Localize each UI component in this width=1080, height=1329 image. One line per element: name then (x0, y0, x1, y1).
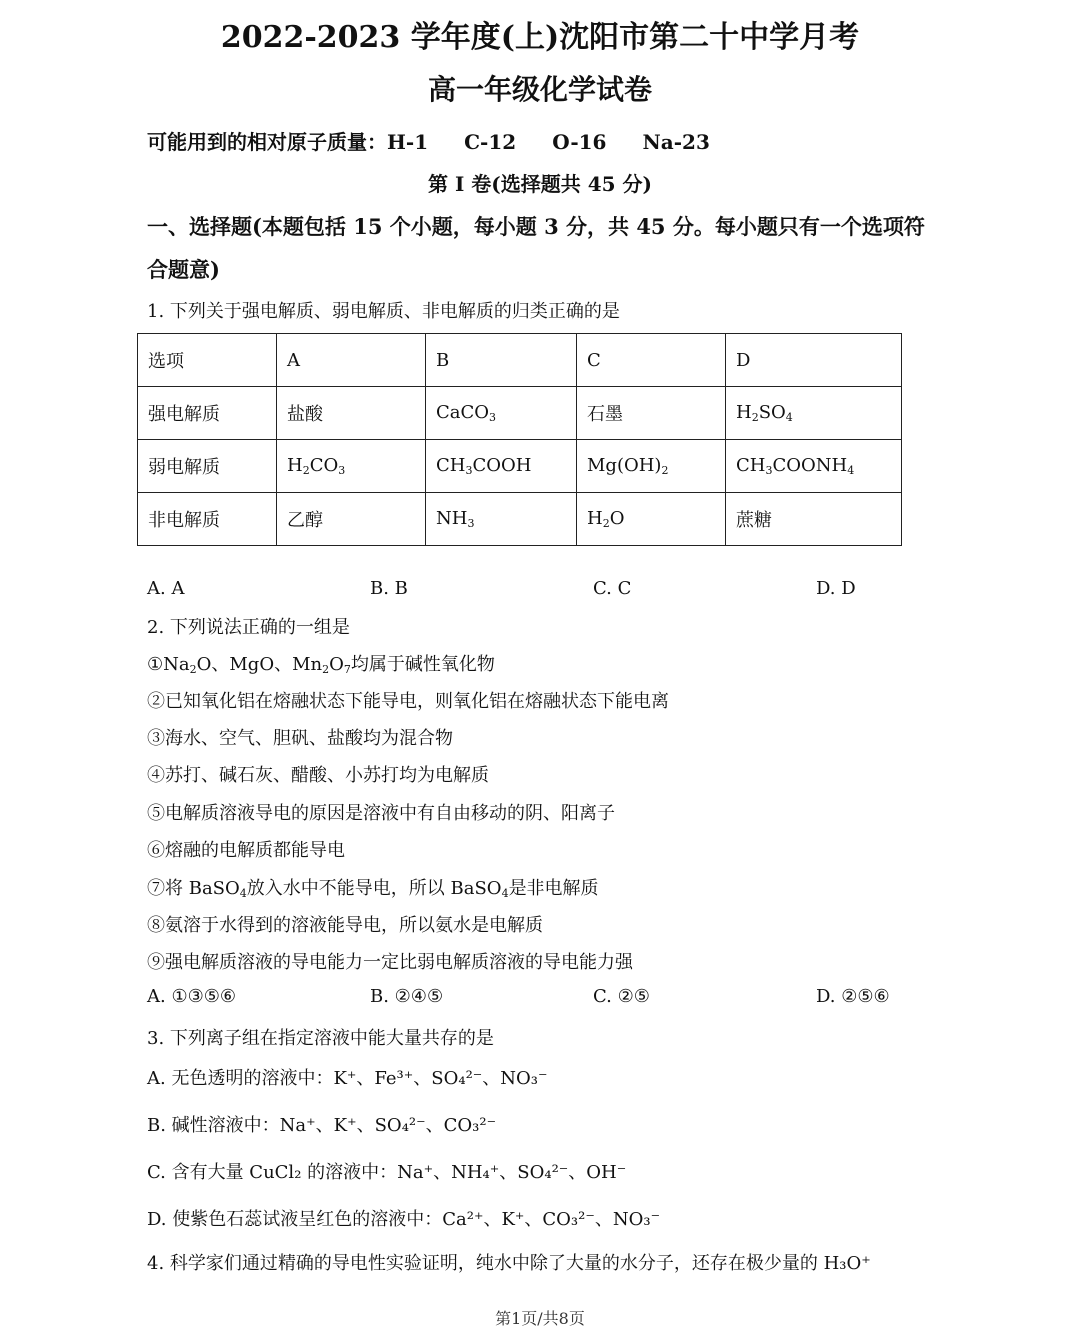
table-cell: A (277, 334, 426, 387)
question-1-stem: 1. 下列关于强电解质、弱电解质、非电解质的归类正确的是 (147, 301, 620, 322)
q3-option-d: D. 使紫色石蕊试液呈红色的溶液中：Ca²⁺、K⁺、CO₃²⁻、NO₃⁻ (147, 1209, 661, 1230)
table-cell: 石墨 (577, 387, 726, 440)
table-cell: $H_2O$ (577, 493, 726, 546)
question-2-stem: 2. 下列说法正确的一组是 (147, 617, 350, 638)
atomic-masses (147, 126, 746, 155)
table-cell: 盐酸 (277, 387, 426, 440)
q2-statement: ⑥熔融的电解质都能导电 (147, 840, 345, 861)
table-row (138, 440, 902, 493)
q2-statement: $①Na_2O$、MgO、$Mn_2O_7$均属于碱性氧化物 (147, 654, 495, 676)
part-heading: 第 I 卷(选择题共 45 分) (428, 172, 652, 196)
table-row (138, 387, 902, 440)
table-row (138, 493, 902, 546)
q2-statement: ⑧氨溶于水得到的溶液能导电，所以氨水是电解质 (147, 915, 543, 936)
atomic-mass-item: O-16 (552, 130, 607, 154)
table-cell: $CH_3COOH$ (426, 440, 577, 493)
q2-option-b: B. ②④⑤ (370, 986, 444, 1007)
table-cell: 弱电解质 (138, 440, 277, 493)
q1-option-d: D. D (816, 578, 856, 599)
classification-table (137, 333, 902, 546)
q1-option-a: A. A (147, 578, 185, 599)
table-cell: C (577, 334, 726, 387)
table-cell: 蔗糖 (726, 493, 902, 546)
q2-statement: ④苏打、碱石灰、醋酸、小苏打均为电解质 (147, 765, 489, 786)
table-cell: 选项 (138, 334, 277, 387)
q1-option-c: C. C (593, 578, 632, 599)
section-heading-cont: 合题意) (147, 257, 220, 282)
table-cell: 乙醇 (277, 493, 426, 546)
q2-statement: ②已知氧化铝在熔融状态下能导电，则氧化铝在熔融状态下能电离 (147, 691, 669, 712)
question-3-stem: 3. 下列离子组在指定溶液中能大量共存的是 (147, 1028, 494, 1049)
q1-option-b: B. B (370, 578, 408, 599)
table-cell: 强电解质 (138, 387, 277, 440)
atomic-mass-item: Na-23 (642, 130, 710, 154)
table-cell: $H_2SO_4$ (726, 387, 902, 440)
table-cell: B (426, 334, 577, 387)
table-cell: $CH_3COONH_4$ (726, 440, 902, 493)
table-header-row (138, 334, 902, 387)
q2-option-a: A. ①③⑤⑥ (147, 986, 236, 1007)
table-cell: $NH_3$ (426, 493, 577, 546)
atomic-mass-item: H-1 (387, 130, 429, 154)
q3-option-a: A. 无色透明的溶液中：K⁺、Fe³⁺、SO₄²⁻、NO₃⁻ (147, 1068, 548, 1089)
table-cell: $Mg(OH)_2$ (577, 440, 726, 493)
q2-option-c: C. ②⑤ (593, 986, 650, 1007)
q3-option-c: C. 含有大量 CuCl₂ 的溶液中：Na⁺、NH₄⁺、SO₄²⁻、OH⁻ (147, 1162, 627, 1183)
q2-statement: ⑦将 BaSO$_4$放入水中不能导电，所以 BaSO$_4$是非电解质 (147, 878, 599, 900)
table-cell: D (726, 334, 902, 387)
q3-option-b: B. 碱性溶液中：Na⁺、K⁺、SO₄²⁻、CO₃²⁻ (147, 1115, 497, 1136)
exam-title: 2022-2023 学年度(上)沈阳市第二十中学月考 (220, 20, 860, 55)
q2-statement: ⑤电解质溶液导电的原因是溶液中有自由移动的阴、阳离子 (147, 803, 615, 824)
q2-statement: ③海水、空气、胆矾、盐酸均为混合物 (147, 728, 453, 749)
page-footer: 第1页/共8页 (495, 1309, 585, 1328)
atomic-masses-label: 可能用到的相对原子质量： (147, 130, 387, 154)
table-cell: 非电解质 (138, 493, 277, 546)
q2-option-d: D. ②⑤⑥ (816, 986, 890, 1007)
table-cell: CaCO$_3$ (426, 387, 577, 440)
section-heading: 一、选择题(本题包括 15 个小题，每小题 3 分，共 45 分。每小题只有一个选项符 (147, 214, 925, 239)
atomic-mass-item: C-12 (464, 130, 517, 154)
question-4-stem: 4. 科学家们通过精确的导电性实验证明，纯水中除了大量的水分子，还存在极少量的 H₃O⁺ (147, 1253, 871, 1274)
q2-statement: ⑨强电解质溶液的导电能力一定比弱电解质溶液的导电能力强 (147, 952, 633, 973)
exam-subtitle: 高一年级化学试卷 (427, 73, 652, 106)
table-cell: $H_2CO_3$ (277, 440, 426, 493)
